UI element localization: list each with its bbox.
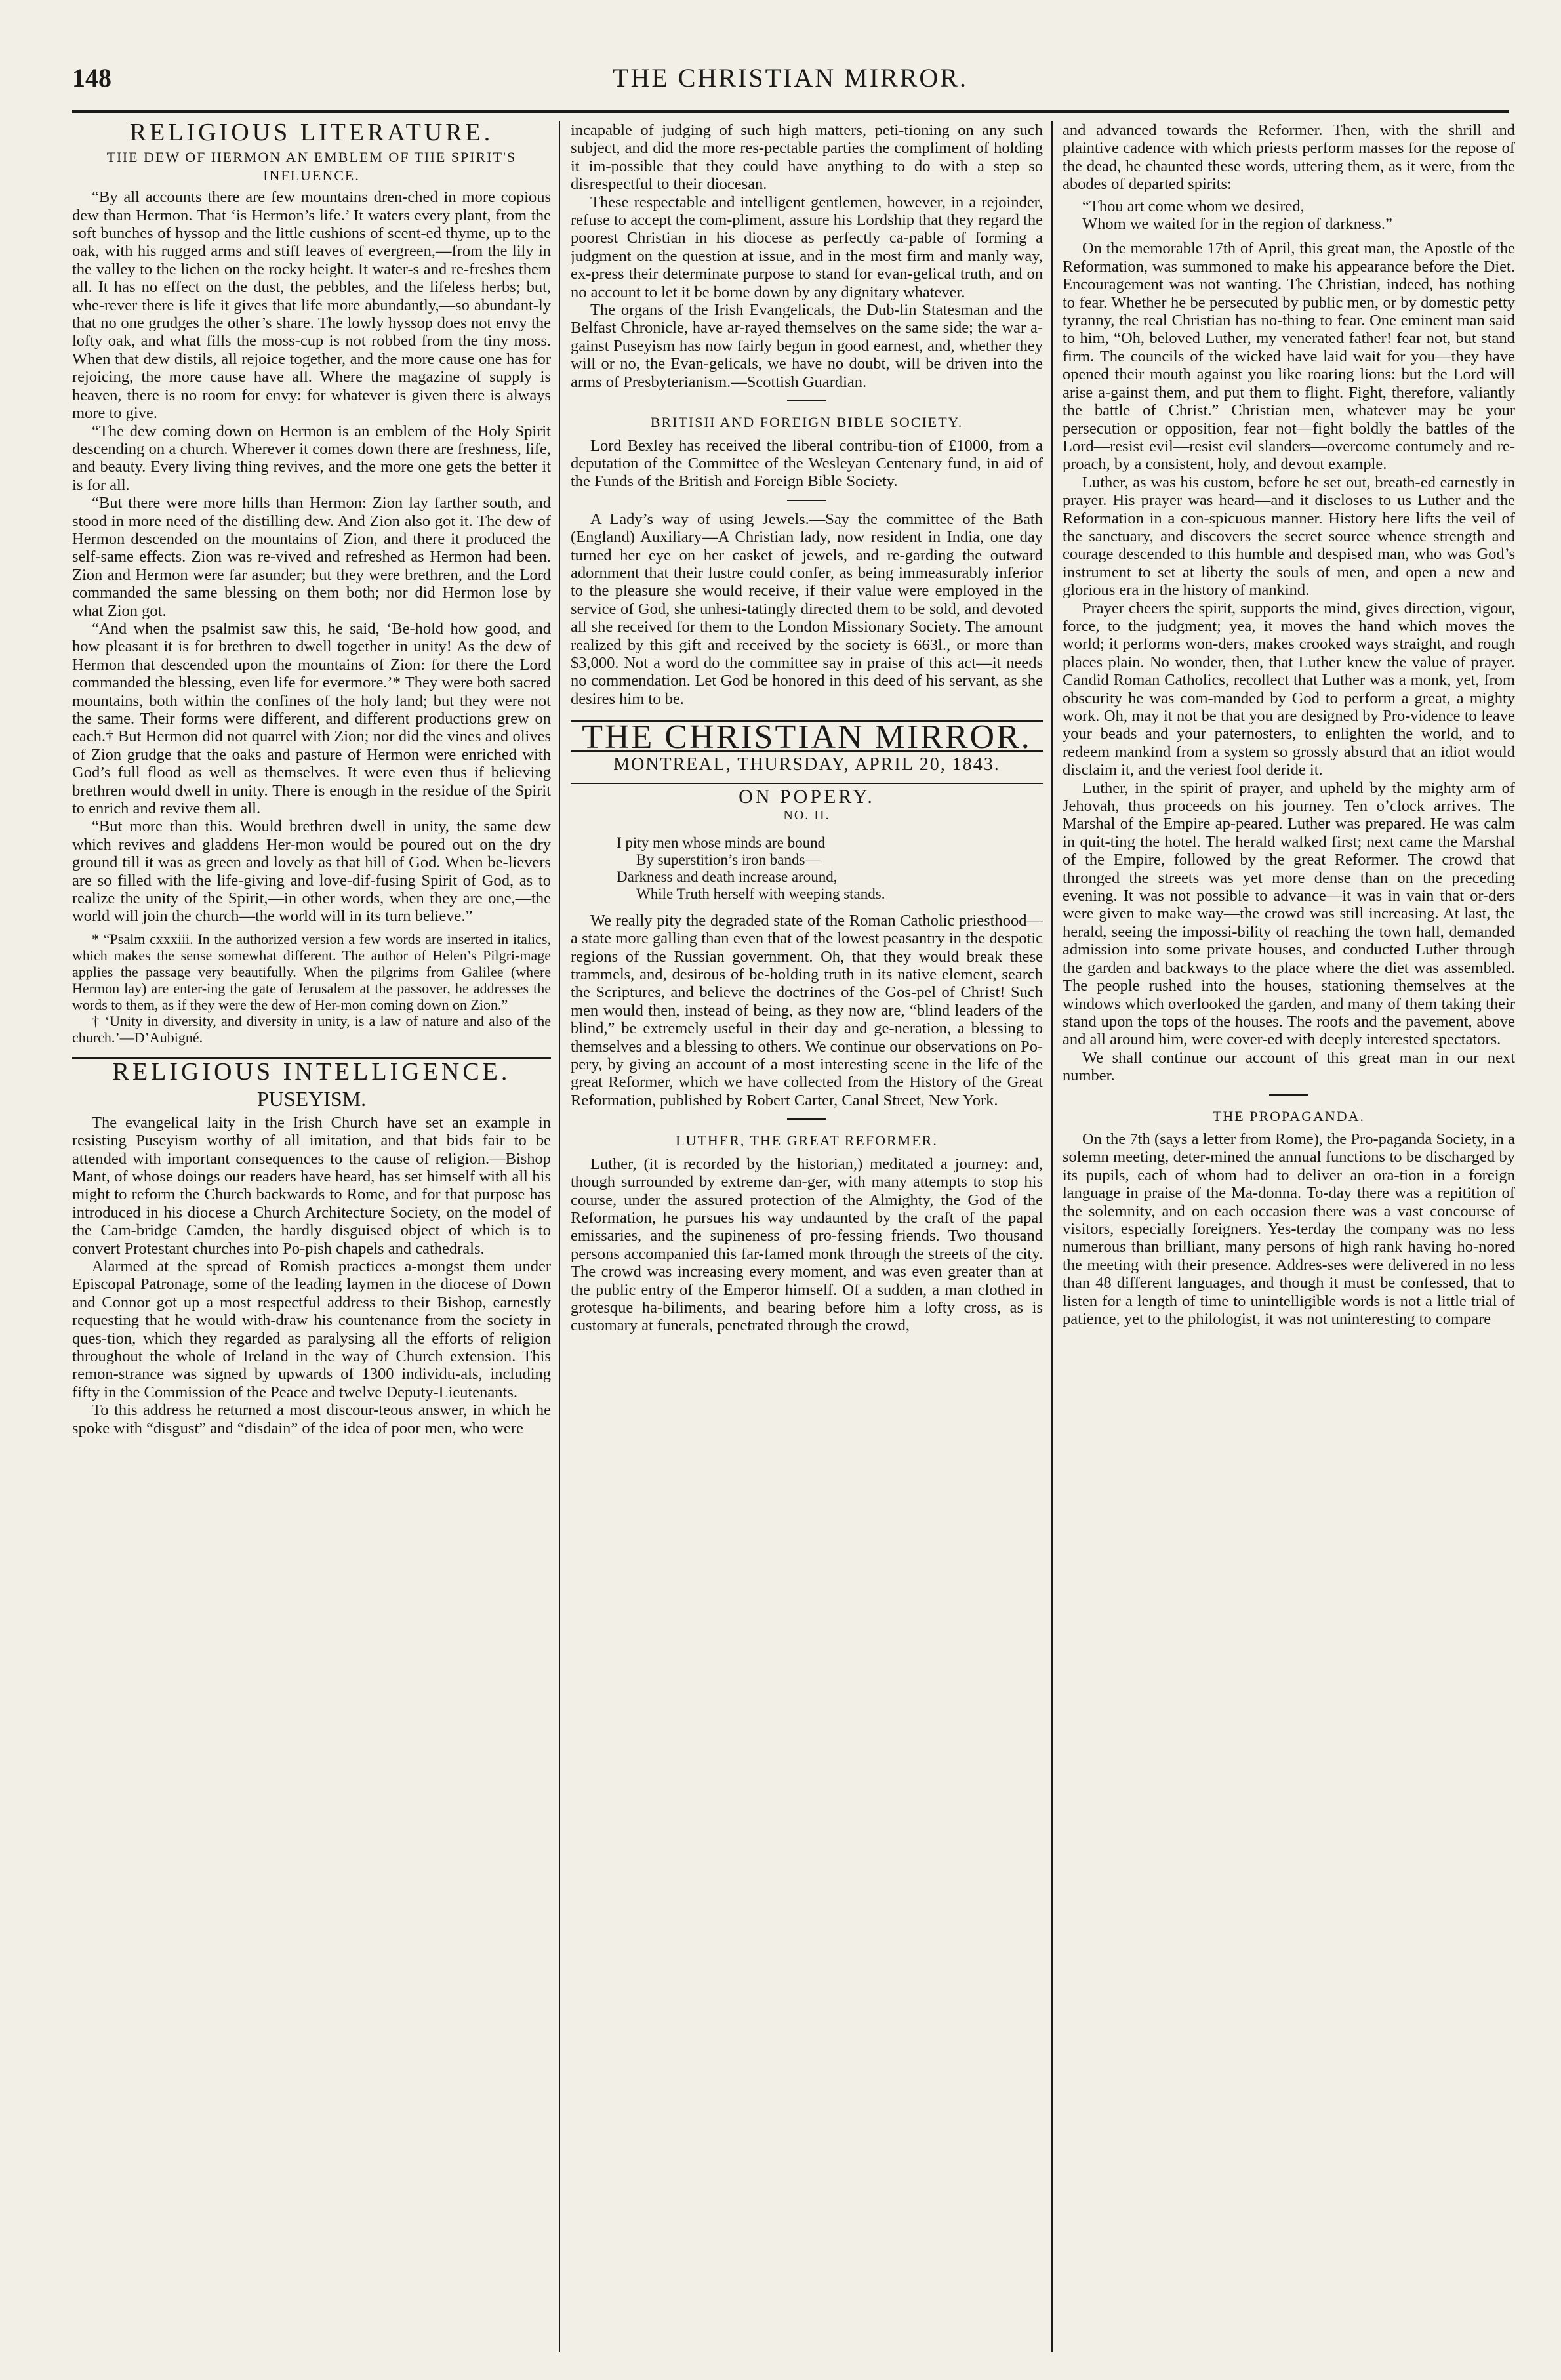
footnote: * “Psalm cxxxiii. In the authorized version a few words are inserted in italics, which makes the sense somewhat different. The author of Helen’s Pilgri-mage applies the passage very beautifully. When the pilgrims from Galilee (where Hermon lay) are enter-ing the gate of Jerusalem at the passover, he addresses the words to them, as if they were the dew of Her-mon coming down on Zion.” xyxy=(72,930,551,1013)
paragraph: A Lady’s way of using Jewels.—Say the committee of the Bath (England) Auxiliary—A Christian lady, now resident in India, one day turned her eye on her casket of jewels, and re-garding the outward adornment that their lustre could confer, as being immeasurably inferior to the pleasure she would receive, if their value were employed in the service of God, she unhesi-tatingly directed them to be sold, and devoted all she received for them to the London Missionary Society. The amount realized by this gift and received by the society is 663l., or more than $3,000. Not a word do the committee say in praise of this act—it needs no commendation. Let God be honored in this deed of his servant, as she desires him to be. xyxy=(571,510,1043,708)
separator-rule xyxy=(787,500,826,501)
paragraph: “But more than this. Would brethren dwell in unity, the same dew which revives and gladdens Her-mon would be poured out on the dry ground till it was as green and lovely as that hill of God. When be-lievers are so filled with the life-giving and love-dif-fusing Spirit of God, as to realize the unity of the Spirit,—in other words, when they are one,—the world will join the church—the world will in its turn believe.” xyxy=(72,817,551,926)
article-title-puseyism: PUSEYISM. xyxy=(256,1087,367,1111)
article-title-on-popery: ON POPERY. xyxy=(739,786,875,808)
article-title-dew-of-hermon: THE DEW OF HERMON AN EMBLEM OF THE SPIRIT'S INFLUENCE. xyxy=(106,149,517,184)
dateline-rule xyxy=(571,783,1043,784)
paragraph: Luther, in the spirit of prayer, and upheld by the mighty arm of Jehovah, thus proceeds on his journey. Ten o’clock arrives. The Marshal of the Empire ap-peared. Luther was prepared. He was calm in quit-ting the hotel. The herald walked first; next came the Marshal of the Empire, followed by the great Reformer. The crowd that thronged the streets was yet more dense than on the preceding evening. It was not possible to advance—it was in vain that or-ders were given to make way—the crowd was still increasing. At last, the herald, seeing the impossi-bility of reaching the town hall, demanded admission into some private houses, and conducted Luther through the garden and backways to the place where the diet was assembled. The people rushed into the houses, stationing themselves at the windows which overlooked the garden, and many of them taking their stand upon the tops of the houses. The roofs and the pavement, above and all around him, were cover-ed with deeply interested spectators. xyxy=(1063,779,1515,1049)
poem-line: By superstition’s iron bands— xyxy=(636,851,821,868)
separator-rule xyxy=(787,400,826,401)
paragraph: We really pity the degraded state of the Roman Catholic priesthood—a state more galling than even that of the lowest peasantry in the despotic regions of the Russian government. Oh, that they would break these trammels, and, desirous of be-holding truth in its native element, search the Scriptures, and believe the doctrines of the Gos-pel of Christ! Such men would then, instead of being, as they now are, “blind leaders of the blind,” be extremely useful in their day and ge-neration, a blessing to themselves and a blessing to others. We continue our observations on Po-pery, by giving an account of a most interesting scene in the life of the great Reformer, which we have collected from the History of the Great Reformation, published by Robert Carter, Canal Street, New York. xyxy=(571,911,1043,1109)
paragraph: “But there were more hills than Hermon: Zion lay farther south, and stood in more need of the distilling dew. And Zion also got it. The dew of Hermon descended on the mountains of Zion, and there it produced the self-same effects. Zion was re-vived and refreshed as Hermon had been. Zion and Hermon were far asunder; but they were brethren, and the Lord commanded the same blessing on them both; nor did Hermon lose by what Zion got. xyxy=(72,494,551,620)
running-title: THE CHRISTIAN MIRROR. xyxy=(613,63,968,92)
quote-line: Whom we waited for in the region of darkness.” xyxy=(1082,215,1392,234)
dateline: MONTREAL, THURSDAY, APRIL 20, 1843. xyxy=(613,754,1000,775)
paragraph: “And when the psalmist saw this, he said, ‘Be-hold how good, and how pleasant it is for brethren to dwell together in unity! As the dew of Hermon that descended upon the mountains of Zion: for there the Lord commanded the blessing, even life for evermore.’* They were both sacred mountains, both within the confines of the holy land; but they were not the same. Their forms were different, and different productions grew on each.† But Hermon did not quarrel with Zion; nor did the vines and olives of Zion grudge that the oaks and pasture of Hermon were enriched with God’s full flood as well as themselves. It were even thus if believing brethren would dwell in unity. There is enough in the residue of the Spirit to enrich and revive them all. xyxy=(72,619,551,818)
column-1 xyxy=(72,121,551,2352)
footnotes xyxy=(72,931,551,1046)
column-2 xyxy=(571,121,1043,2352)
quotation xyxy=(1082,197,1515,234)
paragraph: “By all accounts there are few mountains dren-ched in more copious dew than Hermon. That ‘is Hermon’s life.’ It waters every plant, from the soft bunches of hyssop and the little cushions of scent-ed thyme, up to the oak, with his rugged arms and stiff leaves of evergreen,—from the lily in the valley to the lichen on the rocky height. It water-s and re-freshes them all. It has no effect on the dust, the pebbles, and the lifeless herbs; but, whe-rever there is life it gives that life more abundantly,—so abundant-ly that no one grudges the other’s share. The lowly hyssop does not envy the lofty oak, and what fills the moss-cup is not robbed from the tiny moss. When that dew distils, all rejoice together, and the more cause one has for rejoicing, the more cause have all. Where the magazine of supply is heaven, there is no room for envy: for whatever is given there is always more to give. xyxy=(72,188,551,422)
paragraph: incapable of judging of such high matters, peti-tioning on any such subject, and did the more res-pectable parties the compliment of holding it im-possible that they could have anything to do with a step so disrespectful to their diocesan. xyxy=(571,121,1043,194)
series-number: NO. II. xyxy=(783,808,830,823)
paragraph: On the memorable 17th of April, this great man, the Apostle of the Reformation, was summoned to make his appearance before the Diet. Encouragement was not wanting. The Christian, indeed, has nothing to fear. Whether he be persecuted by public men, or by domestic petty tyranny, the real Christian has no-thing to fear. One eminent man said to him, “Oh, beloved Luther, my venerated father! fear not, but stand firm. The councils of the wicked have laid wait for you—they have opened their mouth against you like roaring lions: but the Lord will arise a-gainst them, and put them to flight. Fight, therefore, valiantly the battle of Christ.” Christian men, whatever may be your persecution or opposition, fear not—fight boldly the battles of the Lord—resist evil—resist evil slanders—overcome contumely and re-proach, by a consistent, holy, and devout example. xyxy=(1063,239,1515,474)
paragraph: Lord Bexley has received the liberal contribu-tion of £1000, from a deputation of the Committee of the Wesleyan Centenary fund, in aid of the Funds of the British and Foreign Bible Society. xyxy=(571,436,1043,491)
paragraph: Luther, (it is recorded by the historian,) meditated a journey: and, though surrounded by extreme dan-ger, with many attempts to stop his course, under the assured protection of the Almighty, the God of the Reformation, he pursues his way undaunted by the craft of the papal emissaries, and the supineness of pro-fessing friends. Two thousand persons accompanied this far-famed monk through the streets of the city. The crowd was increasing every moment, and was even greater than at the public entry of the Emperor himself. Of a sudden, a man clothed in grotesque ha-biliments, and bearing before him a lofty cross, as is customary at funerals, penetrated through the crowd, xyxy=(571,1155,1043,1335)
footnote: † ‘Unity in diversity, and diversity in unity, is a law of nature and also of the church.’—D’Aubigné. xyxy=(72,1012,551,1046)
article-title-bible-society: BRITISH AND FOREIGN BIBLE SOCIETY. xyxy=(650,414,963,431)
paragraph: These respectable and intelligent gentlemen, however, in a rejoinder, refuse to accept the com-pliment, assure his Lordship that they regard the poorest Christian in his diocese as perfectly ca-pable of forming a judgment on the question at issue, and in the most firm and manly way, ex-press their determinate purpose to stand for evan-gelical truth, and on no account to let it be borne down by any dignitary whatever. xyxy=(571,193,1043,301)
paragraph: “The dew coming down on Hermon is an emblem of the Holy Spirit descending on a church. Wherever it comes down there are freshness, life, and beauty. Every living thing revives, and the more one gets the better it is for all. xyxy=(72,422,551,494)
poem-line: I pity men whose minds are bound xyxy=(617,834,826,851)
epigraph-poem xyxy=(617,834,1043,903)
article-title-luther: LUTHER, THE GREAT REFORMER. xyxy=(676,1132,938,1149)
article-title-propaganda: THE PROPAGANDA. xyxy=(1212,1107,1366,1124)
column-divider xyxy=(559,121,560,2352)
poem-line: While Truth herself with weeping stands. xyxy=(636,885,885,902)
separator-rule xyxy=(1269,1094,1308,1096)
section-heading-intelligence: RELIGIOUS INTELLIGENCE. xyxy=(112,1057,511,1086)
paragraph: Alarmed at the spread of Romish practices a-mongst them under Episcopal Patronage, some of the leading laymen in the diocese of Down and Connor got up a most respectful address to their Bishop, earnestly requesting that he would with-draw his countenance from the society in ques-tion, which they regarded as paralysing all the efforts of religion throughout the whole of Ireland in the way of Church extension. This remon-strance was signed by upwards of 1300 individu-als, including fifty in the Commission of the Peace and twelve Deputy-Lieutenants. xyxy=(72,1257,551,1401)
page-number: 148 xyxy=(72,63,112,92)
header-rule xyxy=(72,110,1509,113)
paragraph: Prayer cheers the spirit, supports the mind, gives direction, vigour, force, to the judgment; yea, it moves the hand which moves the world; it performs won-ders, makes crooked ways straight, and rough places plain. No wonder, then, that Luther knew the value of prayer. Candid Roman Catholics, recollect that Luther was a monk, yet, from obscurity he was com-manded by God to perform a great, a mighty work. Oh, may it not be that you are designed by Pro-vidence to leave your beads and your paternosters, to enlighten the world, and to redeem mankind from a system so grossly absurd that an idiot would disclaim it, and the veriest fool deride it. xyxy=(1063,599,1515,779)
column-3 xyxy=(1063,121,1515,2352)
paragraph: and advanced towards the Reformer. Then, with the shrill and plaintive cadence with which priests perform masses for the repose of the dead, he chaunted these words, uttering them, as it were, from the abodes of departed spirits: xyxy=(1063,121,1515,194)
paragraph: Luther, as was his custom, before he set out, breath-ed earnestly in prayer. His prayer was heard—and it discloses to us Luther and the Reformation in a con-spicuous manner. History here lifts the veil of the sanctuary, and discovers the secret source whence strength and courage descended to this humble and despised man, who was God’s instrument to set at liberty the souls of men, and open a new and glorious era in the history of mankind. xyxy=(1063,473,1515,600)
running-head xyxy=(72,62,1509,108)
paragraph: We shall continue our account of this great man in our next number. xyxy=(1063,1048,1515,1085)
separator-rule xyxy=(787,1118,826,1120)
quote-line: “Thou art come whom we desired, xyxy=(1082,197,1305,215)
paragraph: To this address he returned a most discour-teous answer, in which he spoke with “disgust” and “disdain” of the idea of poor men, who were xyxy=(72,1401,551,1437)
paragraph: The organs of the Irish Evangelicals, the Dub-lin Statesman and the Belfast Chronicle, have ar-rayed themselves on the same side; the war a-gainst Puseyism has now fairly begun in good earnest, and, whether they will or no, the Evan-gelicals, we have no doubt, will be driven into the arms of Presbyterianism.—Scottish Guardian. xyxy=(571,301,1043,391)
poem-line: Darkness and death increase around, xyxy=(617,868,838,885)
section-heading-literature: RELIGIOUS LITERATURE. xyxy=(129,121,494,146)
masthead: THE CHRISTIAN MIRROR. xyxy=(582,718,1032,756)
paragraph: On the 7th (says a letter from Rome), the Pro-paganda Society, in a solemn meeting, deter-mined the annual functions to be discharged by its pupils, each of whom had to deliver an ora-tion in a foreign language in praise of the Ma-donna. To-day there was a repitition of the solemnity, and on each occasion there was a vast concourse of visitors, especially foreigners. Yes-terday the company was no less numerous than brilliant, many persons of high rank having ho-nored the meeting with their presence. Addres-ses were delivered in no less than 48 different languages, and though it must be confessed, that to listen for a length of time to unintelligible words is not a little trial of patience, yet to the philologist, it was not uninteresting to compare xyxy=(1063,1130,1515,1328)
column-divider xyxy=(1051,121,1053,2352)
paragraph: The evangelical laity in the Irish Church have set an example in resisting Puseyism worthy of all imitation, and that bids fair to be attended with important consequences to the cause of religion.—Bishop Mant, of whose doings our readers have heard, has set himself with all his might to reform the Church backwards to Rome, and for that purpose has introduced in his diocese a Church Architecture Society, on the model of the Cam-bridge Camden, the hardly disguised object of which is to convert Protestant churches into Po-pish chapels and cathedrals. xyxy=(72,1113,551,1258)
